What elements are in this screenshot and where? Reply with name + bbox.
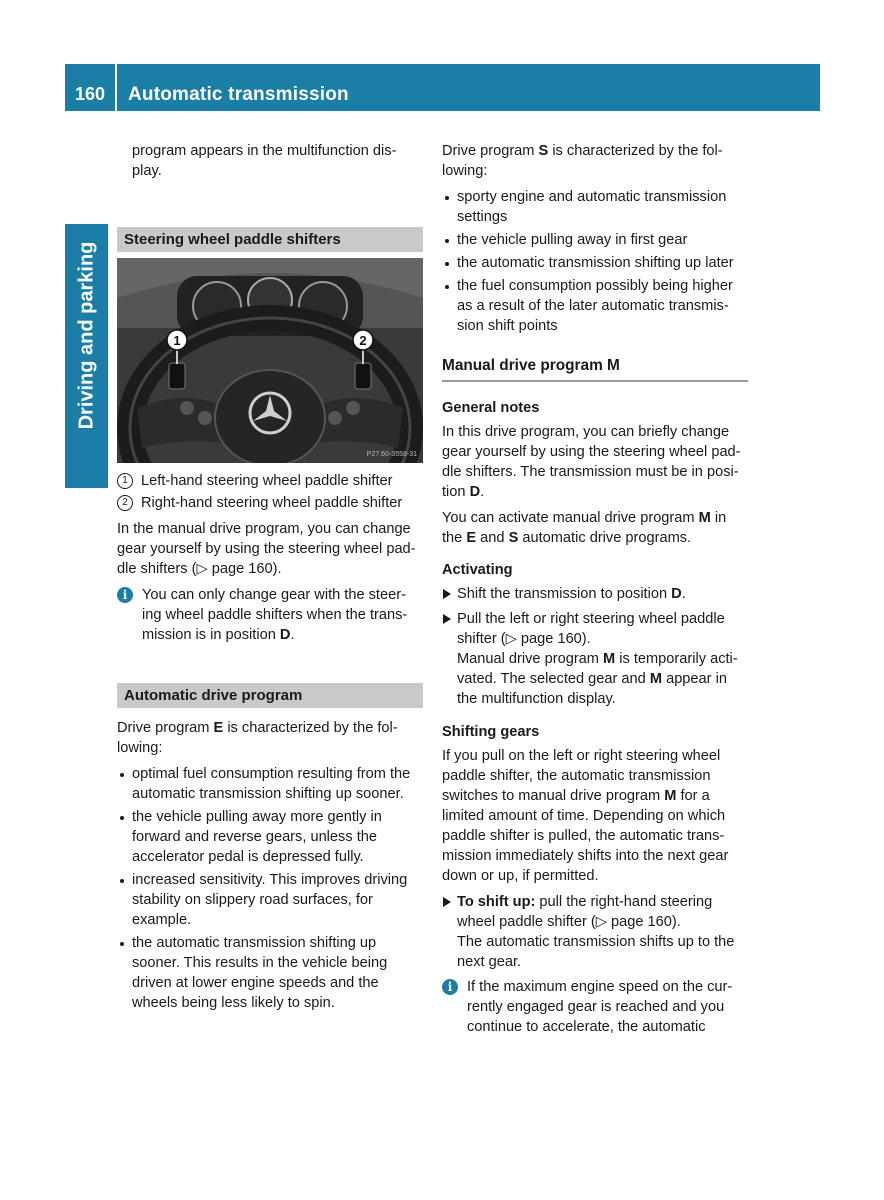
page-title: Automatic transmission	[128, 84, 349, 105]
bold-run: E	[466, 530, 477, 546]
legend-text: Right-hand steering wheel paddle shifter	[141, 495, 403, 511]
section-heading-paddle-shifters: Steering wheel paddle shifters	[117, 227, 423, 252]
info-note-text: You can only change gear with the steer-ing wheel paddle shifters when the trans-mission is in position	[142, 587, 408, 643]
text-run: Drive program	[117, 720, 210, 736]
text-run: Drive program	[442, 143, 535, 159]
text-run: pull the right-hand steering wheel paddle shifter (▷ page 160).	[457, 894, 713, 930]
list-item: the automatic transmission shifting up sooner. This results in the vehicle being driven at lower engine speeds and the wheels being less likely to spin.	[117, 933, 423, 1013]
step-item: Shift the transmission to position D.	[442, 584, 748, 604]
text-run: for a limited amount of time. Depending on which paddle shifter is pulled, the automatic trans-mission immediately shifts into the next gear down or up, if permitted.	[442, 788, 729, 884]
bold-run: M	[698, 510, 711, 526]
step-item	[442, 892, 748, 972]
bold-run: M	[649, 671, 663, 687]
bold-run: To shift up:	[457, 894, 536, 910]
text-run: automatic drive programs.	[522, 530, 692, 546]
text-run: You can activate manual drive program	[442, 510, 695, 526]
callout-1-number: 1	[173, 333, 181, 348]
program-e-list	[117, 764, 423, 1013]
subheading-activating: Activating	[442, 562, 513, 578]
bold-run: M	[664, 788, 677, 804]
program-letter-s: S	[538, 143, 549, 159]
subheading-general-notes: General notes	[442, 400, 540, 416]
left-column	[117, 141, 423, 1016]
list-item: the automatic transmission shifting up later	[442, 253, 748, 273]
list-item: optimal fuel consumption resulting from the automatic transmission shifting up sooner.	[117, 764, 423, 804]
text-run: Shift the transmission to position	[457, 586, 668, 602]
list-item: the vehicle pulling away in first gear	[442, 230, 748, 250]
text-run: in the	[442, 510, 727, 546]
shifting-paragraph	[442, 746, 748, 886]
text-run: is characterized by the fol-lowing:	[442, 143, 723, 179]
drive-program-s-intro	[442, 141, 748, 181]
bold-run: D	[671, 586, 682, 602]
list-item: increased sensitivity. This improves driving stability on slippery road surfaces, for example.	[117, 870, 423, 930]
legend-number: 1	[117, 473, 133, 489]
section-heading-automatic-drive: Automatic drive program	[117, 683, 423, 708]
section-heading-manual-program: Manual drive program M	[442, 356, 748, 382]
text-run: Pull the left or right steering wheel paddle shifter (▷ page 160).	[457, 611, 725, 647]
text-run: In this drive program, you can briefly change gear yourself by using the steering wheel pad-dle shifters. The transmission must be in posi-tion	[442, 424, 741, 500]
subheading-shifting-gears: Shifting gears	[442, 724, 540, 740]
bold-run: D	[469, 484, 481, 500]
program-letter-e: E	[213, 720, 224, 736]
text-run: The automatic transmission shifts up to the next gear.	[457, 934, 735, 970]
list-item: sporty engine and automatic transmission settings	[442, 187, 748, 227]
list-item: the fuel consumption possibly being higher as a result of the later automatic transmis-sion shift points	[442, 276, 748, 336]
bold-run: M	[603, 651, 616, 667]
info-icon: i	[117, 587, 133, 603]
text-run: appear in the multifunction display.	[457, 671, 727, 707]
legend-item-1	[117, 471, 423, 491]
header-divider	[115, 64, 117, 111]
info-note-bold: D	[279, 627, 291, 643]
legend-text: Left-hand steering wheel paddle shifter	[141, 473, 393, 489]
text-run: Manual drive program	[457, 651, 599, 667]
text-run: is characterized by the fol-lowing:	[117, 720, 398, 756]
callout-2-number: 2	[359, 333, 367, 348]
info-icon: i	[442, 979, 458, 995]
step-item	[442, 609, 748, 709]
info-note-text: If the maximum engine speed on the cur-rently engaged gear is reached and you continue to accelerate, the automatic	[467, 979, 733, 1035]
shifting-steps	[442, 892, 748, 972]
manual-paragraph: In the manual drive program, you can change gear yourself by using the steering wheel pad-dle shifters (▷ page 160).	[117, 521, 416, 577]
info-note	[442, 977, 748, 1037]
info-note: i You can only change gear with the steer-ing wheel paddle shifters when the trans-mission is in position D.	[117, 585, 423, 645]
chapter-side-tab-label: Driving and parking	[75, 241, 97, 429]
program-s-list	[442, 187, 748, 336]
text-run: and	[480, 530, 505, 546]
steering-wheel-photo	[117, 258, 423, 463]
activating-steps	[442, 584, 748, 709]
page-number: 160	[74, 84, 106, 104]
chapter-side-tab-label-wrap	[65, 224, 108, 446]
drive-program-e-intro	[117, 718, 423, 758]
intro-paragraph: program appears in the multifunction dis-play.	[132, 143, 397, 179]
general-notes-paragraph: In this drive program, you can briefly change gear yourself by using the steering wheel pad-dle shifters. The transmission must be in posi-tion D.	[442, 424, 741, 500]
bold-run: S	[508, 530, 519, 546]
legend-item-2	[117, 493, 423, 513]
legend-number: 2	[117, 495, 133, 511]
text-run: is temporarily acti-vated. The selected gear and	[457, 651, 738, 687]
activate-paragraph	[442, 508, 748, 548]
text-run: If you pull on the left or right steering wheel paddle shifter, the automatic transmission switches to manual drive program	[442, 748, 721, 804]
right-column	[442, 141, 748, 1043]
list-item: the vehicle pulling away more gently in forward and reverse gears, unless the accelerator pedal is depressed fully.	[117, 807, 423, 867]
photo-code: P27.60-3558-31	[366, 451, 417, 458]
